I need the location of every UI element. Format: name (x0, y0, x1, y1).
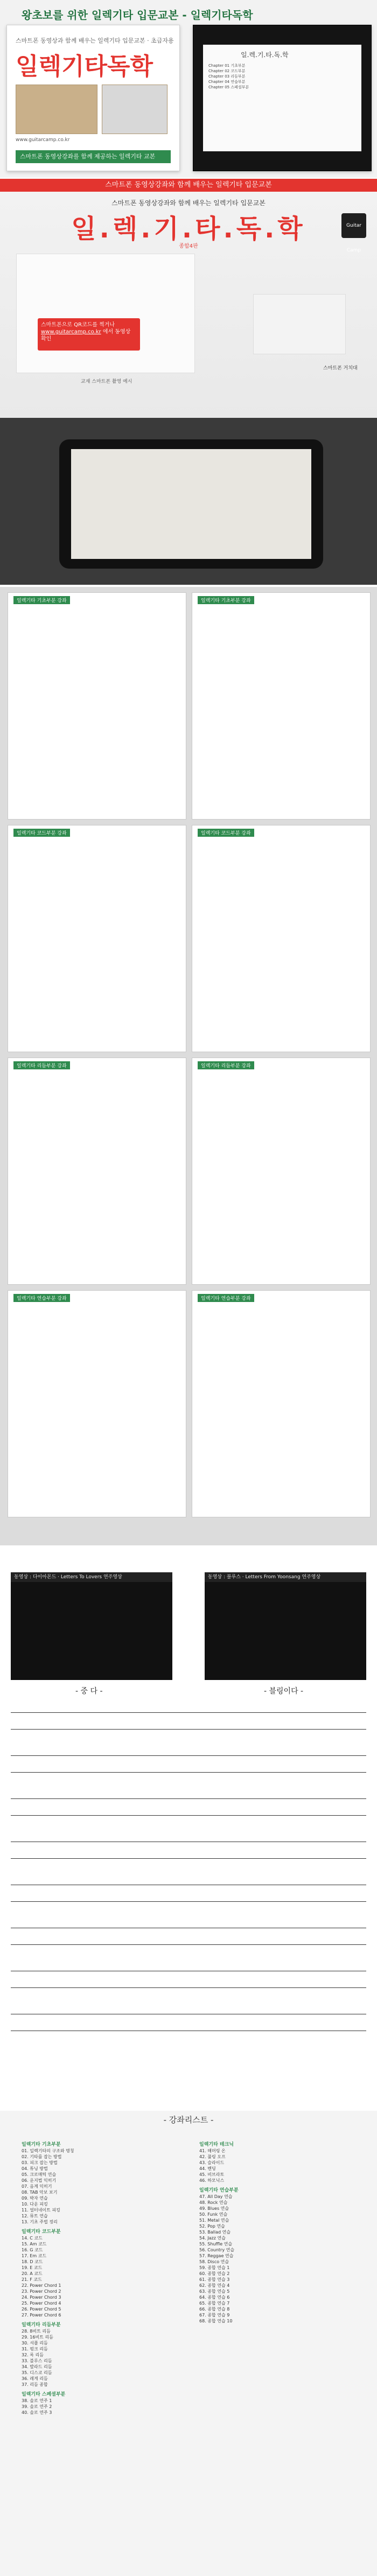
sample-page (8, 1058, 186, 1285)
course-item[interactable]: 66. 종합 연습 8 (199, 2307, 230, 2312)
course-item[interactable]: 25. Power Chord 4 (22, 2301, 61, 2306)
course-item[interactable]: 22. Power Chord 1 (22, 2283, 61, 2288)
course-item[interactable]: 12. 뮤트 연습 (22, 2214, 48, 2218)
back-toc (208, 63, 249, 90)
video-right[interactable] (205, 1572, 366, 1680)
inline-caption: 교재 스마트폰 촬영 예시 (81, 379, 132, 384)
course-item[interactable]: 60. 종합 연습 2 (199, 2271, 230, 2276)
video-left[interactable] (11, 1572, 172, 1680)
back-inner (203, 45, 361, 151)
chapter-title: 일렉기타 스페셜부분 (22, 2392, 66, 2397)
video-caption: 동영상 : 블루스 · Letters From Yoonsang 연주영상 (205, 1572, 366, 1582)
course-item[interactable]: 19. E 코드 (22, 2265, 43, 2270)
hero-tagline: 스마트폰 동영상강좌와 함께 배우는 일렉기타 입문교본 (111, 199, 266, 207)
sample-page (192, 825, 371, 1052)
sample-page (192, 1058, 371, 1285)
chapter-title: 일렉기타 테크닉 (199, 2142, 234, 2147)
stand-photo (253, 294, 346, 354)
course-item[interactable]: 04. 튜닝 방법 (22, 2166, 48, 2171)
course-item[interactable]: 44. 벤딩 (199, 2166, 216, 2171)
cover-footer: 스마트폰 동영상강좌를 함께 제공하는 일렉기타 교본 (16, 150, 171, 163)
toc-item: Chapter 04 연습부분 (208, 80, 246, 84)
guitar-photo (16, 85, 97, 134)
course-item[interactable]: 61. 종합 연습 3 (199, 2277, 230, 2282)
course-item[interactable]: 13. 기초 주법 정리 (22, 2220, 58, 2224)
course-item[interactable]: 15. Am 코드 (22, 2242, 47, 2246)
course-item[interactable]: 21. F 코드 (22, 2277, 42, 2282)
course-item[interactable]: 10. 다운 피킹 (22, 2202, 48, 2207)
book-front-cover (6, 25, 180, 171)
course-item[interactable]: 37. 리듬 종합 (22, 2382, 48, 2387)
course-column-1 (22, 2138, 74, 2416)
course-item[interactable]: 08. TAB 악보 보기 (22, 2190, 58, 2195)
page-header: 일렉기타 리듬부분 강좌 (198, 1061, 254, 1069)
course-item[interactable]: 28. 8비트 리듬 (22, 2329, 51, 2334)
course-item[interactable]: 42. 풀링 오프 (199, 2154, 226, 2159)
course-item[interactable]: 55. Shuffle 연습 (199, 2242, 233, 2246)
course-item[interactable]: 02. 기타를 잡는 방법 (22, 2154, 62, 2159)
course-item[interactable]: 18. D 코드 (22, 2259, 43, 2264)
toc-item: Chapter 01 기초부분 (208, 64, 246, 68)
course-item[interactable]: 03. 피크 잡는 방법 (22, 2160, 58, 2165)
course-item[interactable]: 39. 솔로 연주 2 (22, 2404, 52, 2409)
sample-page (192, 1290, 371, 1517)
course-item[interactable]: 51. Metal 연습 (199, 2218, 229, 2223)
video-label-left: - 중 다 - (75, 1687, 103, 1696)
course-item[interactable]: 14. C 코드 (22, 2236, 43, 2241)
course-item[interactable]: 11. 얼터네이트 피킹 (22, 2208, 60, 2213)
course-item[interactable]: 46. 하모닉스 (199, 2178, 225, 2183)
music-staff (11, 2014, 366, 2031)
music-staff (11, 1885, 366, 1902)
tablet-section (0, 418, 377, 585)
guide-text-end: 에서 동영상 확인 (41, 329, 131, 342)
phone-photo (102, 85, 167, 134)
page-header: 일렉기타 리듬부분 강좌 (13, 1061, 70, 1069)
course-item[interactable]: 24. Power Chord 3 (22, 2295, 61, 2300)
course-item[interactable]: 32. 록 리듬 (22, 2353, 44, 2357)
course-item[interactable]: 49. Blues 연습 (199, 2206, 229, 2211)
guide-text: 스마트폰으로 QR코드를 찍거나 (41, 322, 115, 328)
hero-title: 일.렉.기.타.독.학 (71, 214, 306, 244)
toc-item: Chapter 03 리듬부분 (208, 74, 246, 79)
course-item[interactable]: 47. All Day 연습 (199, 2194, 233, 2199)
course-item[interactable]: 05. 크로매틱 연습 (22, 2172, 57, 2177)
course-item[interactable]: 52. Pop 연습 (199, 2224, 225, 2229)
course-item[interactable]: 53. Ballad 연습 (199, 2230, 231, 2235)
music-staff (11, 1842, 366, 1859)
course-item[interactable]: 01. 일렉기타의 구조와 명칭 (22, 2148, 74, 2153)
course-item[interactable]: 40. 솔로 연주 3 (22, 2410, 52, 2415)
course-column-2 (199, 2138, 239, 2324)
page-header: 일렉기타 연습부분 강좌 (198, 1294, 254, 1302)
page-header: 일렉기타 연습부분 강좌 (13, 1294, 70, 1302)
course-item[interactable]: 27. Power Chord 6 (22, 2313, 61, 2318)
toc-item: Chapter 05 스페셜부분 (208, 85, 249, 89)
course-item[interactable]: 29. 16비트 리듬 (22, 2335, 53, 2340)
course-item[interactable]: 30. 셔플 리듬 (22, 2341, 48, 2346)
course-item[interactable]: 68. 종합 연습 10 (199, 2319, 233, 2323)
sample-page (8, 592, 186, 820)
open-book (16, 254, 195, 373)
course-item[interactable]: 20. A 코드 (22, 2271, 43, 2276)
course-item[interactable]: 50. Funk 연습 (199, 2212, 228, 2217)
course-item[interactable]: 31. 펑크 리듬 (22, 2347, 48, 2351)
chapter-title: 일렉기타 기초부분 (22, 2142, 61, 2147)
course-item[interactable]: 62. 종합 연습 4 (199, 2283, 230, 2288)
page-header: 일렉기타 코드부분 강좌 (198, 829, 254, 837)
music-staff (11, 1798, 366, 1816)
page-header: 일렉기타 코드부분 강좌 (13, 829, 70, 837)
course-item[interactable]: 54. Jazz 연습 (199, 2236, 226, 2241)
music-staff (11, 1928, 366, 1945)
chapter-title: 일렉기타 코드부분 (22, 2229, 61, 2235)
music-staff (11, 1755, 366, 1773)
course-item[interactable]: 09. 박자 연습 (22, 2196, 48, 2201)
course-list (0, 2111, 377, 2576)
course-item[interactable]: 23. Power Chord 2 (22, 2289, 61, 2294)
course-item[interactable]: 67. 종합 연습 9 (199, 2313, 230, 2318)
course-item[interactable]: 16. G 코드 (22, 2248, 43, 2252)
hero-section (0, 192, 377, 418)
cover-title: 일렉기타독학 (16, 53, 153, 80)
course-item[interactable]: 41. 해머링 온 (199, 2148, 226, 2153)
video-section (0, 1551, 377, 2105)
course-item[interactable]: 65. 종합 연습 7 (199, 2301, 230, 2306)
tablet-screen (71, 449, 311, 559)
course-item[interactable]: 06. 운지법 익히기 (22, 2178, 57, 2183)
course-item[interactable]: 57. Reggae 연습 (199, 2253, 234, 2258)
qr-guide (38, 318, 140, 351)
course-item[interactable]: 35. 디스코 리듬 (22, 2370, 52, 2375)
course-item[interactable]: 33. 블루스 리듬 (22, 2358, 52, 2363)
top-banner (0, 0, 377, 178)
guitarcamp-logo: Guitar Camp (341, 213, 366, 238)
course-item[interactable]: 63. 종합 연습 5 (199, 2289, 230, 2294)
video-label-right: - 블링이다 - (264, 1687, 304, 1696)
tablet-device (59, 439, 323, 569)
course-item[interactable]: 48. Rock 연습 (199, 2200, 228, 2205)
course-item[interactable]: 43. 슬라이드 (199, 2160, 225, 2165)
course-item[interactable]: 45. 비브라토 (199, 2172, 225, 2177)
course-item[interactable]: 07. 음계 익히기 (22, 2184, 52, 2189)
hero-subtitle: 종합4판 (179, 243, 198, 249)
sample-page (8, 1290, 186, 1517)
video-caption: 동영상 : 다이아몬드 · Letters To Lovers 연주영상 (11, 1572, 172, 1582)
course-item[interactable]: 17. Em 코드 (22, 2253, 47, 2258)
back-title: 일.렉.기.타.독.학 (241, 51, 289, 59)
sample-pages (0, 587, 377, 1545)
chapter-title: 일렉기타 연습부분 (199, 2188, 239, 2193)
course-item[interactable]: 59. 종합 연습 1 (199, 2265, 230, 2270)
toc-item: Chapter 02 코드부분 (208, 69, 246, 73)
guide-link[interactable]: www.guitarcamp.co.kr (41, 329, 101, 335)
music-staff (11, 1712, 366, 1730)
course-item[interactable]: 56. Country 연습 (199, 2248, 235, 2252)
page-header: 일렉기타 기초부분 강좌 (198, 596, 254, 604)
course-item[interactable]: 38. 솔로 연주 1 (22, 2398, 52, 2403)
sample-page (192, 592, 371, 820)
cover-url: www.guitarcamp.co.kr (16, 137, 70, 143)
product-title: 왕초보를 위한 일렉기타 입문교본 - 일렉기타독학 (22, 9, 253, 22)
page-header: 일렉기타 기초부분 강좌 (13, 596, 70, 604)
course-item[interactable]: 58. Disco 연습 (199, 2259, 229, 2264)
course-list-title: - 강좌리스트 - (163, 2115, 214, 2125)
music-staff (11, 1971, 366, 1988)
course-item[interactable]: 34. 발라드 리듬 (22, 2364, 52, 2369)
chapter-title: 일렉기타 리듬부분 (22, 2322, 61, 2328)
sample-page (8, 825, 186, 1052)
course-item[interactable]: 64. 종합 연습 6 (199, 2295, 230, 2300)
cover-subtitle: 스마트폰 동영상과 함께 배우는 일렉기타 입문교본 · 초급자용 (16, 37, 174, 44)
course-item[interactable]: 26. Power Chord 5 (22, 2307, 61, 2312)
book-back-cover (193, 25, 372, 171)
stand-caption: 스마트폰 거치대 (323, 366, 358, 371)
course-item[interactable]: 36. 레게 리듬 (22, 2376, 48, 2381)
red-strip: 스마트폰 동영상강좌와 함께 배우는 일렉기타 입문교본 (0, 179, 377, 192)
